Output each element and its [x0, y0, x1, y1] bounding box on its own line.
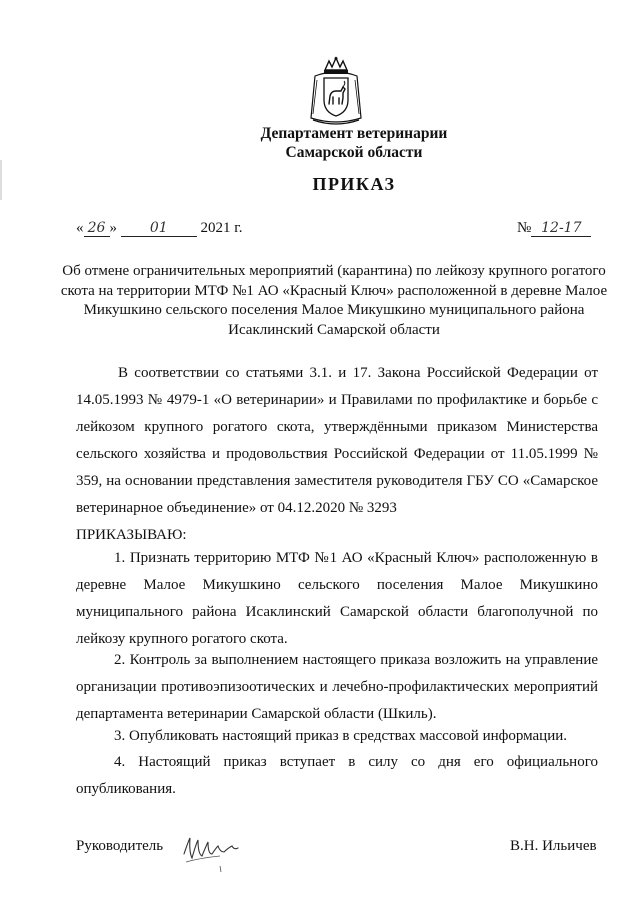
- coat-of-arms-icon: [303, 56, 369, 126]
- date-open-quote: «: [76, 220, 84, 236]
- department-name-line1: Департамент ветеринарии: [260, 125, 448, 142]
- intro-text: В соответствии со статьями 3.1. и 17. Закона Российской Федерации от 14.05.1993 № 4979-1 «О ветеринарии» и Правилами по профилактике и борьбе с лейкозом крупного рогатого скота, утверждёнными приказом Министерства сельского хозяйства и продовольствия Российской Федерации от 11.05.1999 № 359, на основании представления заместителя руководителя ГБУ СО «Самарское ветеринарное объединение» от 04.12.2020 № 3293: [76, 365, 598, 516]
- document-title: ПРИКАЗ: [312, 174, 396, 194]
- item-3: 3. Опубликовать настоящий приказ в средствах массовой информации.: [114, 728, 568, 744]
- number-value: 12-17: [531, 221, 591, 237]
- order-date: [76, 220, 242, 237]
- date-close-quote: »: [109, 220, 117, 236]
- order-number: [517, 220, 591, 237]
- order-subject: Об отмене ограничительных мероприятий (карантина) по лейкозу крупного рогатого скота на территории МТФ №1 АО «Красный Ключ» расположенной в деревне Малое Микушкино сельского поселения Малое Микушкино муниципального района Исаклинский Самарской области: [60, 263, 608, 338]
- date-month: 01: [121, 221, 197, 237]
- number-label: №: [517, 220, 532, 236]
- margin-mark: [0, 160, 2, 200]
- signatory-role: Руководитель: [76, 838, 164, 854]
- item-4: 4. Настоящий приказ вступает в силу со дня его официального опубликования.: [76, 754, 598, 797]
- date-day: 26: [84, 221, 110, 237]
- decree-word: ПРИКАЗЫВАЮ:: [76, 527, 187, 543]
- item-2: 2. Контроль за выполнением настоящего приказа возложить на управление организации противоэпизоотических и лечебно-профилактических мероприятий департамента ветеринарии Самарской области (Шкиль).: [76, 652, 598, 722]
- signatory-name: В.Н. Ильичев: [510, 838, 597, 854]
- date-year: 2021 г.: [200, 220, 243, 236]
- department-name-line2: Самарской области: [285, 144, 423, 161]
- item-1: 1. Признать территорию МТФ №1 АО «Красный Ключ» расположенную в деревне Малое Микушкино сельского поселения Малое Микушкино муниципального района Исаклинский Самарской области благополучной по лейкозу крупного рогатого скота.: [76, 550, 598, 647]
- handwritten-signature-icon: [180, 832, 250, 872]
- intro-paragraph: [76, 360, 598, 549]
